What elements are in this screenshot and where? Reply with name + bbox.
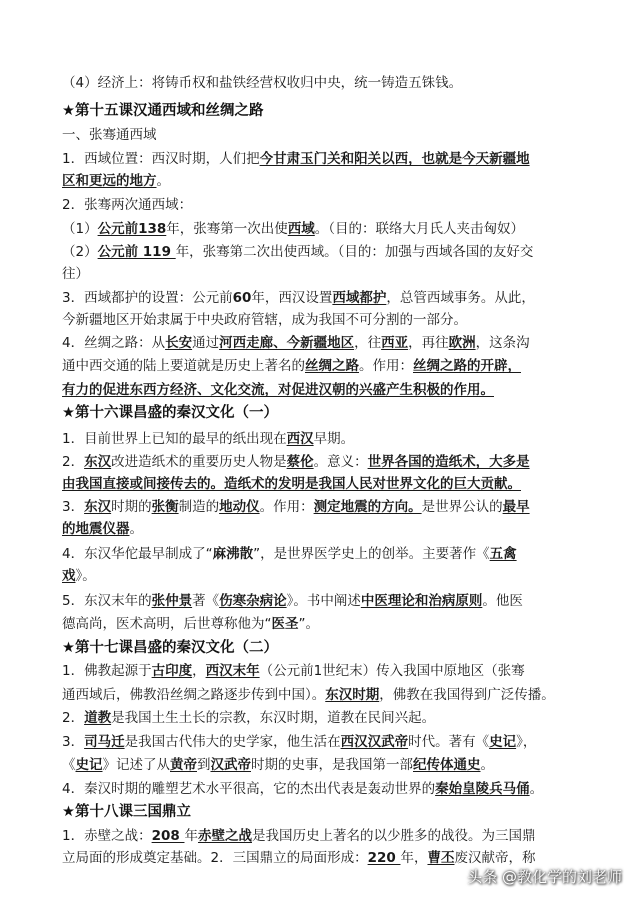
text-run: 。作用：: [359, 358, 413, 374]
text-line: [62, 452, 530, 474]
key-term: 纪传体通史: [413, 757, 481, 773]
key-term: 医圣: [271, 616, 299, 632]
text-line: [62, 125, 157, 147]
text-run: 。: [129, 521, 143, 537]
text-line: [62, 779, 543, 801]
text-run: 制造的: [178, 499, 220, 515]
section-heading: [62, 802, 191, 824]
text-line: [62, 429, 354, 451]
text-run: 是我国历史上著名的以少胜多的战役。为三国鼎: [251, 828, 536, 844]
text-run: ，总管西域事务。从此，: [386, 290, 535, 306]
text-run: 改进造纸术的重要历史人物是: [111, 454, 287, 470]
key-term: 蔡伦: [286, 454, 314, 470]
key-term: 60: [232, 290, 252, 306]
text-line: [62, 195, 192, 217]
text-run: 1．佛教起源于: [62, 663, 152, 679]
key-term: 西汉末年: [205, 663, 260, 679]
text-run: 年，张骞第一次出使: [166, 221, 288, 237]
section-heading: [62, 403, 278, 425]
text-line: [62, 685, 555, 707]
key-term: 有力的促进东西方经济、文化交流，对促进汉朝的兴盛产生积极的作用。: [62, 382, 494, 398]
text-line: [62, 356, 521, 378]
text-line: [62, 661, 525, 683]
key-term: 西亚: [381, 335, 409, 351]
key-term: 张衡: [151, 499, 179, 515]
text-run: 时期的史事，是我国第一部: [251, 757, 413, 773]
text-run: 立局面的形成奠定基础。2．三国鼎立的局面形成：: [62, 850, 368, 866]
text-run: ，这条沟: [475, 335, 530, 351]
text-run: 2．张骞两次通西域：: [62, 197, 193, 213]
text-run: ，: [192, 663, 206, 679]
text-run: （2）: [62, 244, 98, 260]
key-term: 公元前 119: [97, 244, 176, 260]
text-run: 德高尚，医术高明，后世尊称他为“: [62, 616, 272, 632]
text-line: [62, 333, 530, 355]
text-run: 通中西交通的陆上要道就是历史上著名的: [62, 358, 305, 374]
text-line: [62, 544, 517, 566]
text-run: 1．目前世界上已知的最早的纸出现在: [62, 431, 287, 447]
text-run: 。（目的：联络大月氏人夹击匈奴）: [314, 221, 525, 237]
text-line: [62, 149, 530, 171]
text-run: 5．东汉末年的: [62, 593, 152, 609]
text-run: 。他医: [482, 593, 523, 609]
text-run: 。: [480, 757, 494, 773]
key-term: 地动仪: [219, 499, 260, 515]
section-heading: [62, 638, 278, 660]
text-run: 早期。: [313, 431, 355, 447]
text-run: 。意义：: [313, 454, 368, 470]
text-run: 年，西汉设置: [251, 290, 333, 306]
text-line: [62, 591, 523, 613]
text-run: ★第十五课汉通西域和丝绸之路: [62, 103, 264, 119]
text-line: [62, 380, 494, 402]
text-run: 》记述了从: [102, 757, 170, 773]
key-term: 东汉: [84, 499, 112, 515]
text-run: ”，是世界医学史上的创举。主要著作《: [253, 546, 490, 562]
key-term: 今甘肃玉门关和阳关以西，也就是今天新疆地: [259, 151, 530, 167]
text-run: ★第十八课三国鼎立: [62, 804, 191, 820]
key-term: 西域都护: [332, 290, 387, 306]
text-run: 3．: [62, 734, 85, 750]
text-line: [62, 474, 521, 496]
key-term: 中医理论和治病原则: [360, 593, 483, 609]
text-run: 4．东汉华佗最早制成了“: [62, 546, 213, 562]
key-term: 史记: [75, 757, 103, 773]
key-term: 史记: [489, 734, 517, 750]
text-run: 《: [62, 757, 76, 773]
key-term: 公元前138: [97, 221, 167, 237]
text-run: ★第十六课昌盛的秦汉文化（一）: [62, 405, 278, 421]
text-line: [62, 848, 535, 870]
text-run: 4．丝绸之路：从: [62, 335, 166, 351]
text-run: 》，: [516, 734, 537, 750]
key-term: 曹丕: [427, 850, 455, 866]
key-term: 麻沸散: [212, 546, 254, 562]
key-term: 世界各国的造纸术，大多是: [367, 454, 530, 470]
text-run: 一、张骞通西域: [62, 127, 157, 143]
text-line: [62, 242, 533, 264]
key-term: 河西走廊、今新疆地区: [219, 335, 355, 351]
key-term: 东汉: [84, 454, 112, 470]
text-line: [62, 73, 462, 95]
text-run: 》。书中阐述: [286, 593, 361, 609]
text-run: 。作用：: [259, 499, 314, 515]
text-line: [62, 264, 89, 286]
text-run: 是世界公认的: [421, 499, 503, 515]
text-run: 是我国古代伟大的史学家，他生活在: [124, 734, 341, 750]
text-run: （公元前1世纪末）传入我国中原地区（张骞: [259, 663, 525, 679]
text-line: [62, 497, 530, 519]
text-run: 1．西域位置：西汉时期，人们把: [62, 151, 260, 167]
key-term: 长安: [165, 335, 193, 351]
key-term: 伤寒杂病论: [219, 593, 287, 609]
text-run: 4．秦汉时期的雕塑艺术水平很高，它的杰出代表是轰动世界的: [62, 781, 436, 797]
text-line: [62, 732, 536, 754]
key-term: 丝绸之路的开辟，: [413, 358, 521, 374]
text-run: 年，: [400, 850, 428, 866]
key-term: 赤壁之战: [197, 828, 252, 844]
text-run: 著《: [192, 593, 220, 609]
key-term: 张仲景: [151, 593, 193, 609]
text-run: ，往: [354, 335, 382, 351]
text-run: 年，张骞第二次出使西域。（目的：加强与西域各国的友好交: [175, 244, 534, 260]
text-line: [62, 566, 96, 588]
text-line: [62, 519, 143, 541]
text-run: 》。: [75, 568, 96, 584]
key-term: 区和更远的地方: [62, 173, 157, 189]
key-term: 五禽: [489, 546, 517, 562]
text-run: 到: [197, 757, 211, 773]
text-run: 2．: [62, 710, 85, 726]
text-run: ，再往: [408, 335, 449, 351]
text-run: 。: [529, 781, 544, 797]
key-term: 西汉汉武帝: [340, 734, 409, 750]
text-run: 2．: [62, 454, 85, 470]
key-term: 208: [151, 828, 185, 844]
text-run: 。: [156, 173, 170, 189]
key-term: 道教: [84, 710, 112, 726]
text-line: [62, 826, 535, 848]
text-run: 3．: [62, 499, 85, 515]
key-term: 汉武帝: [210, 757, 251, 773]
text-line: [62, 614, 319, 636]
text-run: （1）: [62, 221, 98, 237]
text-run: 时期的: [111, 499, 152, 515]
key-term: 丝绸之路: [305, 358, 359, 374]
key-term: 司马迁: [84, 734, 125, 750]
text-run: 3．西域都护的设置：公元前: [62, 290, 233, 306]
key-term: 欧洲: [448, 335, 476, 351]
watermark: 头条 @教化学的刘老师: [467, 868, 622, 886]
key-term: 最早: [502, 499, 530, 515]
text-line: [62, 755, 494, 777]
key-term: 戏: [62, 568, 76, 584]
text-run: 1．赤壁之战：: [62, 828, 152, 844]
text-run: 废汉献帝，称: [454, 850, 536, 866]
text-line: [62, 310, 467, 332]
text-run: ，佛教在我国得到广泛传播。: [379, 687, 555, 703]
text-line: [62, 708, 435, 730]
key-term: 测定地震的方向。: [313, 499, 422, 515]
key-term: 西域: [287, 221, 315, 237]
key-term: 古印度: [151, 663, 193, 679]
key-term: 西汉: [286, 431, 314, 447]
text-run: ”。: [298, 616, 319, 632]
key-term: 秦始皇陵兵马俑: [435, 781, 530, 797]
text-run: ★第十七课昌盛的秦汉文化（二）: [62, 640, 278, 656]
text-run: 通西域后，佛教沿丝绸之路逐步传到中国）。: [62, 687, 326, 703]
text-run: 年: [184, 828, 198, 844]
text-line: [62, 219, 524, 241]
key-term: 黄帝: [170, 757, 197, 773]
text-run: （4）经济上：将铸币权和盐铁经营权收归中央，统一铸造五铢钱。: [62, 75, 463, 91]
key-term: 东汉时期: [325, 687, 380, 703]
key-term: 220: [367, 850, 401, 866]
key-term: 的地震仪器: [62, 521, 130, 537]
text-line: [62, 171, 170, 193]
text-run: 时代。著有《: [408, 734, 490, 750]
text-run: 通过: [192, 335, 220, 351]
text-run: 是我国土生土长的宗教，东汉时期，道教在民间兴起。: [111, 710, 436, 726]
key-term: 由我国直接或间接传去的。造纸术的发明是我国人民对世界文化的巨大贡献。: [62, 476, 521, 492]
text-line: [62, 288, 535, 310]
text-run: 往）: [62, 266, 89, 282]
section-heading: [62, 101, 264, 123]
text-run: 今新疆地区开始隶属于中央政府管辖，成为我国不可分割的一部分。: [62, 312, 467, 328]
